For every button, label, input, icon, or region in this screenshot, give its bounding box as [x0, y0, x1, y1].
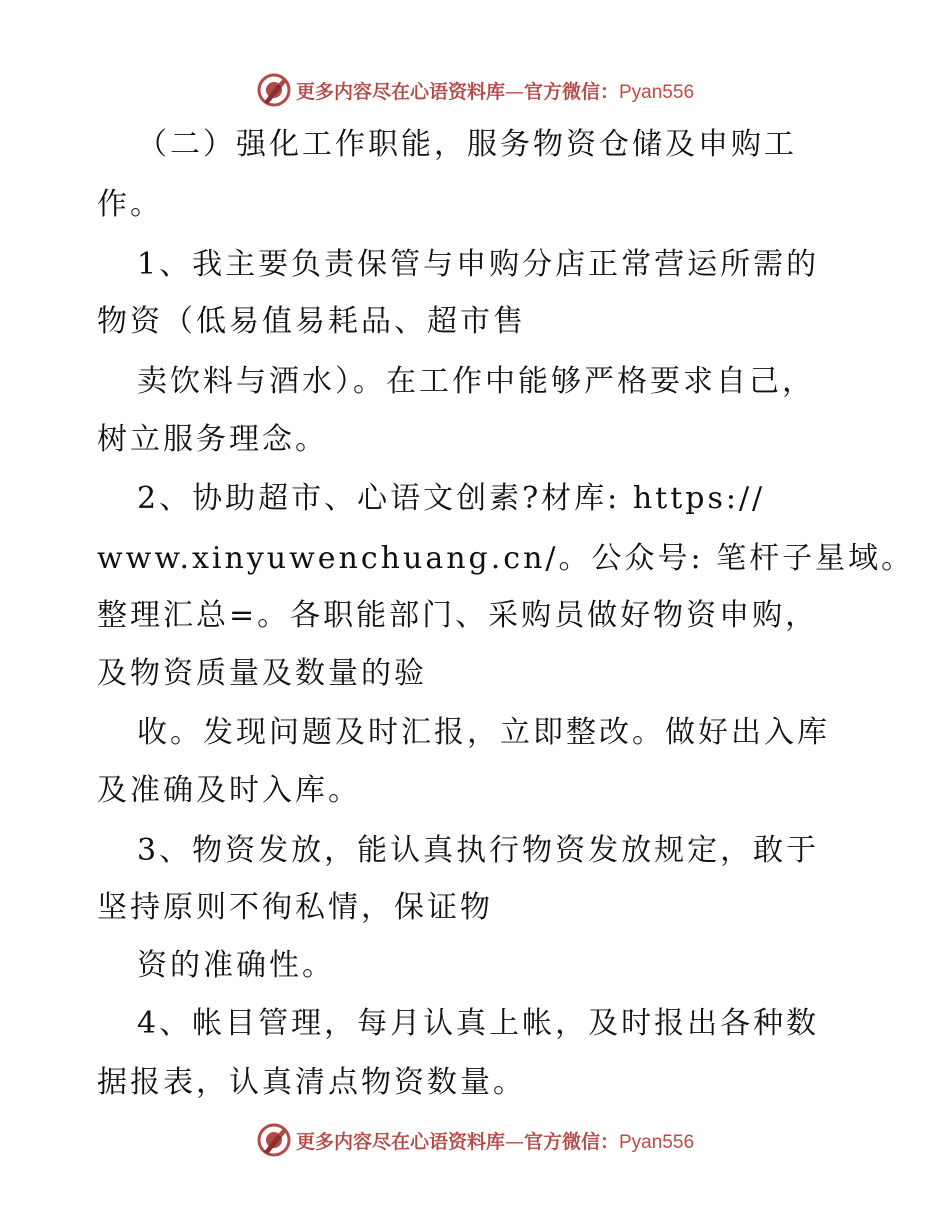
watermark-main: 更多内容尽在心语资料库 [295, 1130, 505, 1153]
paragraph-line: 4、帐目管理，每月认真上帐，及时报出各种数 [137, 1006, 820, 1041]
paragraph-line: 3、物资发放，能认真执行物资发放规定，敢于 [137, 833, 820, 868]
paragraph-line: 及物资质量及数量的验 [97, 656, 427, 691]
paragraph-line: 资的准确性。 [137, 948, 335, 983]
pen-logo-icon [256, 72, 292, 108]
paragraph-line: 1、我主要负责保管与申购分店正常营运所需的 [137, 247, 820, 282]
watermark-handle: Pyan556 [619, 1131, 695, 1153]
paragraph-line: 据报表，认真清点物资数量。 [97, 1065, 526, 1100]
watermark-official: 官方微信： [523, 80, 619, 103]
paragraph-line: 物资（低易值易耗品、超市售 [97, 304, 526, 339]
paragraph-line: （二）强化工作职能，服务物资仓储及申购工 [137, 127, 797, 162]
paragraph-line: www.xinyuwenchuang.cn/。公众号: 笔杆子星域。 [97, 541, 915, 576]
paragraph-line: 收。发现问题及时汇报，立即整改。做好出入库 [137, 715, 830, 750]
header-watermark [0, 68, 950, 112]
watermark-official: 官方微信： [523, 1130, 619, 1153]
pen-logo-icon [256, 1122, 292, 1158]
watermark-main: 更多内容尽在心语资料库 [295, 80, 505, 103]
paragraph-line: 卖饮料与酒水）。在工作中能够严格要求自己， [137, 364, 815, 399]
paragraph-line: 2、协助超市、心语文创素?材库: https:// [137, 481, 766, 516]
paragraph-line: 及准确及时入库。 [97, 773, 361, 808]
watermark-text [296, 77, 694, 104]
watermark-handle: Pyan556 [619, 81, 695, 103]
paragraph-line: 坚持原则不徇私情，保证物 [97, 890, 493, 925]
watermark-text [296, 1127, 694, 1154]
footer-watermark [0, 1118, 950, 1162]
watermark-dash: — [504, 80, 524, 103]
paragraph-line: 整理汇总=。各职能部门、采购员做好物资申购， [97, 598, 819, 633]
paragraph-line: 作。 [97, 187, 163, 222]
watermark-dash: — [504, 1130, 524, 1153]
paragraph-line: 树立服务理念。 [97, 422, 328, 457]
